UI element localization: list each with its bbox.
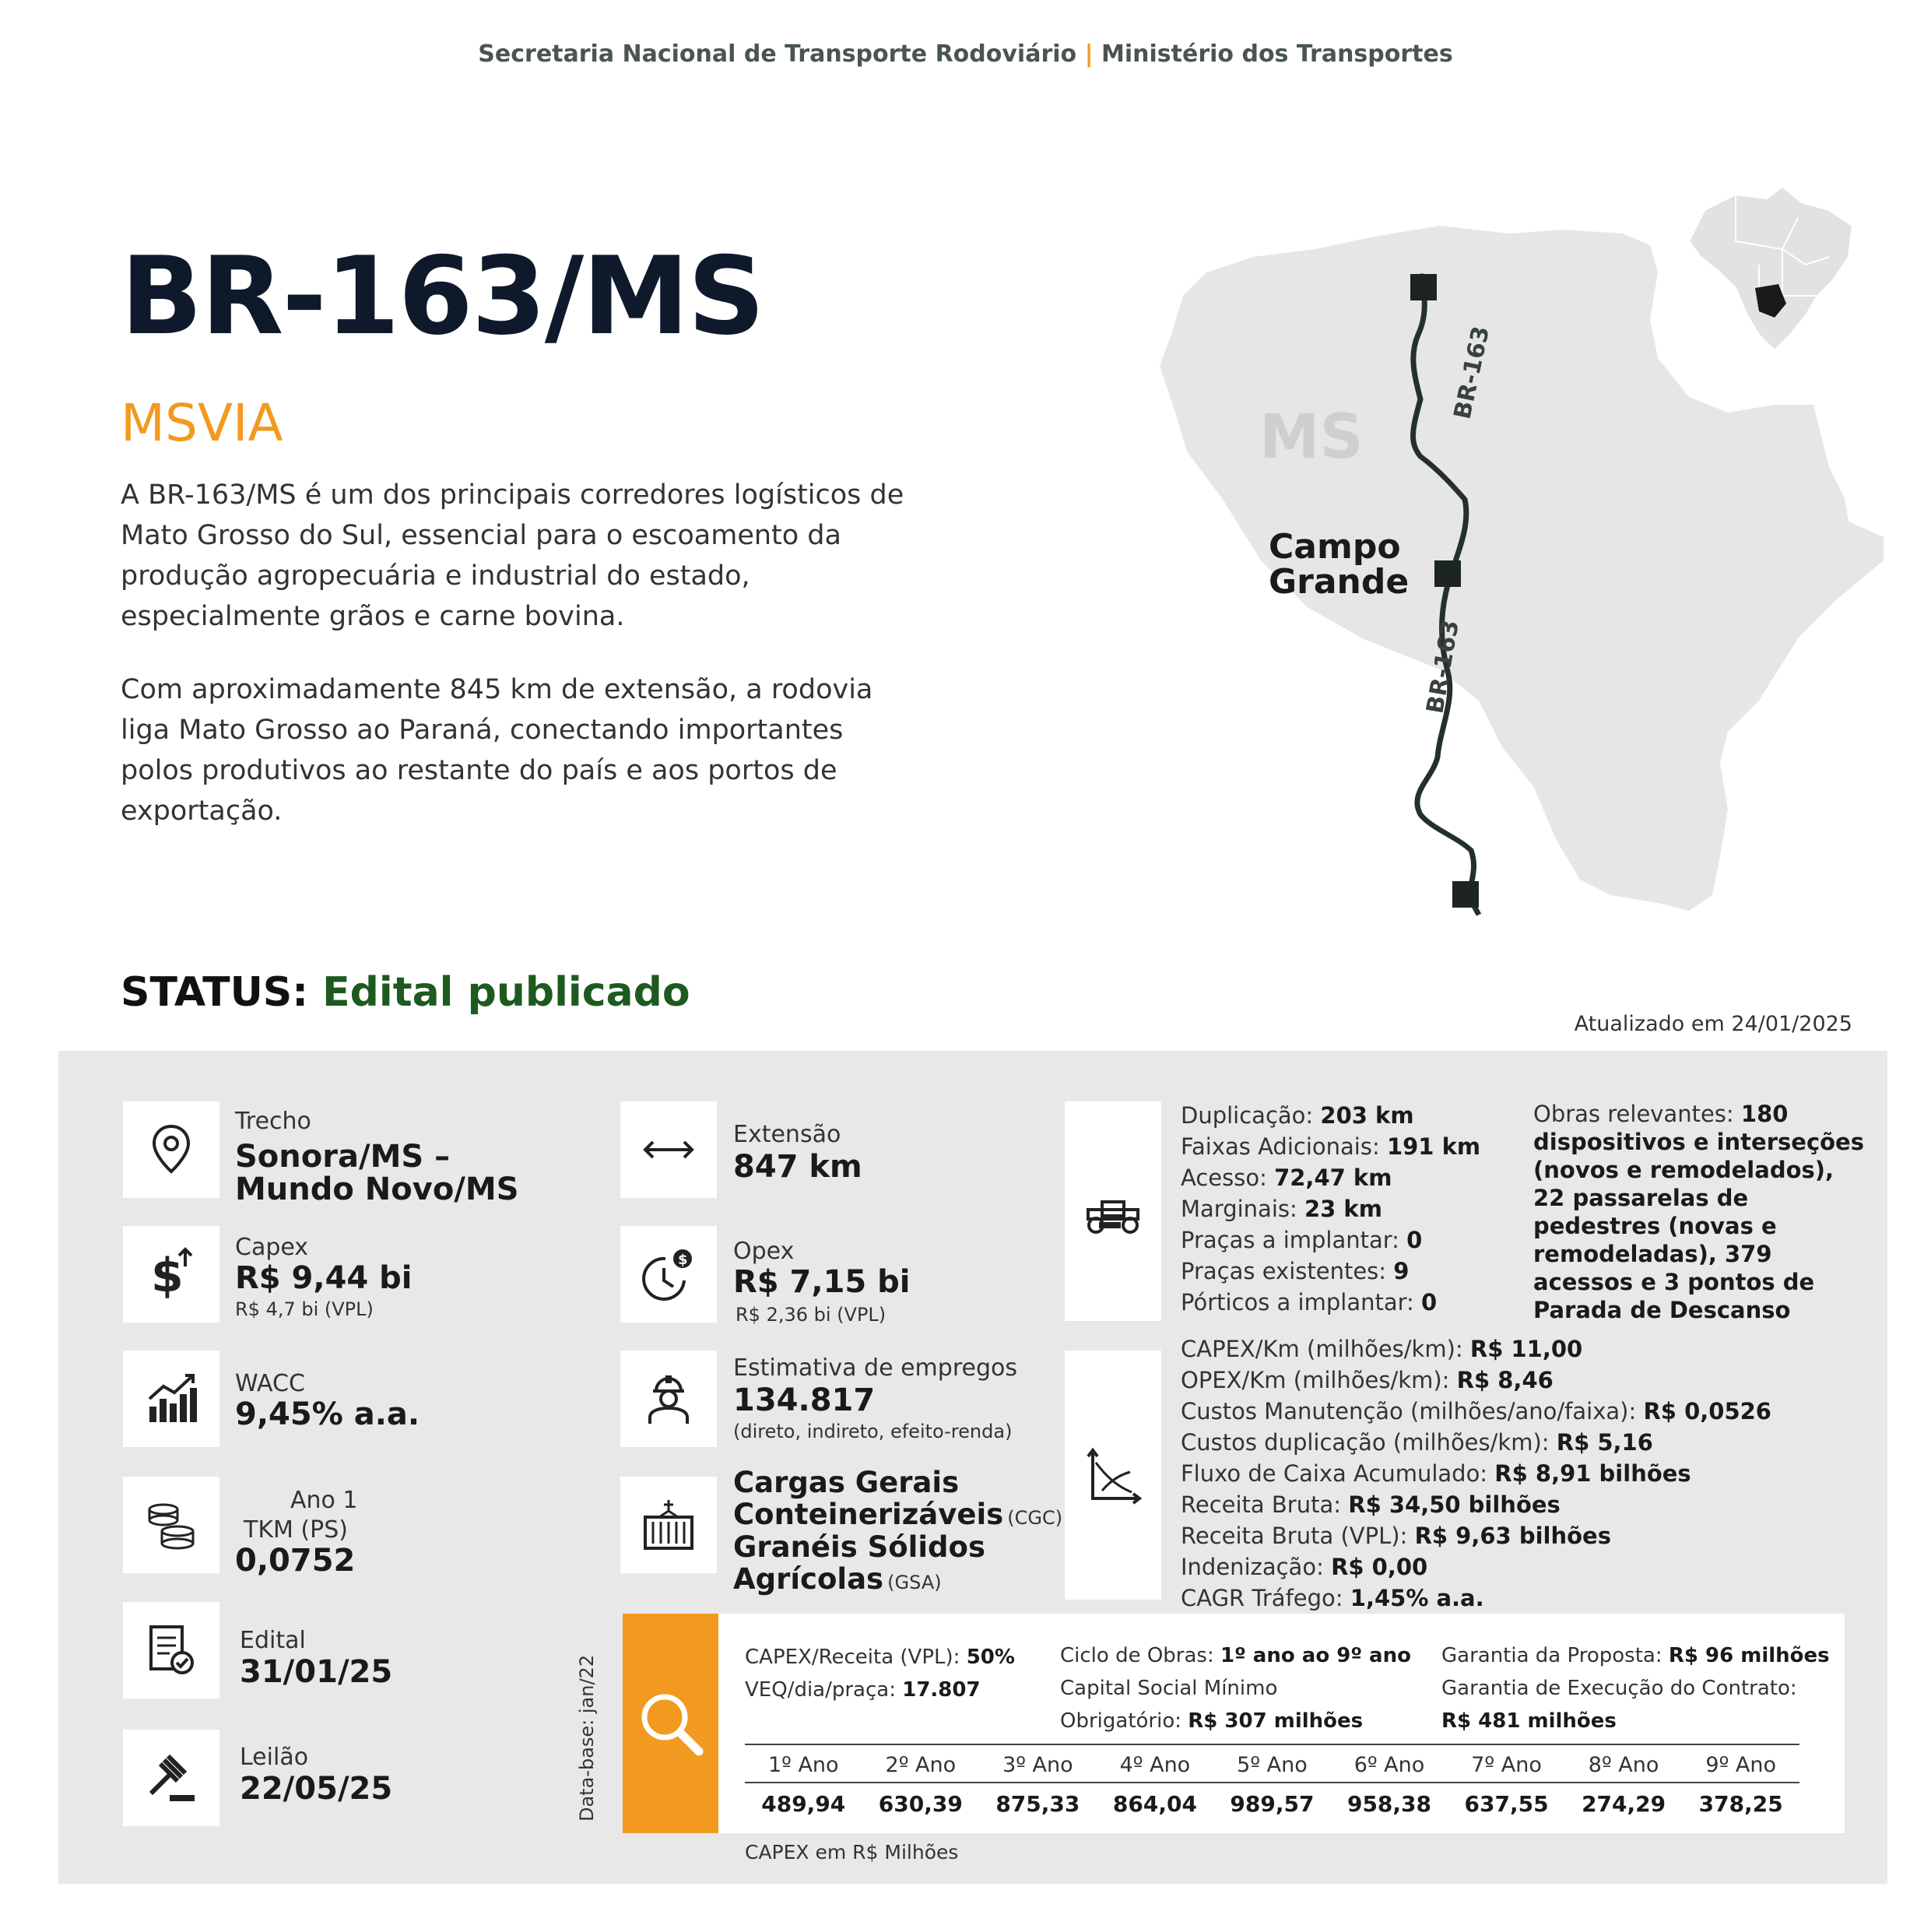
financial-item: OPEX/Km (milhões/km): R$ 8,46 [1181,1367,1554,1393]
tkm-year-label: Ano 1 [290,1487,358,1514]
svg-text:$: $ [678,1252,688,1268]
trecho-value-line2: Mundo Novo/MS [235,1171,519,1207]
capex-cell: 958,38 [1346,1791,1432,1817]
financial-item: CAPEX/Km (milhões/km): R$ 11,00 [1181,1336,1583,1362]
year-header: 4º Ano [1097,1744,1214,1783]
page-title: BR-163/MS [121,234,764,359]
intro-paragraph-2: Com aproximadamente 845 km de extensão, a rodovia liga Mato Grosso ao Paraná, conectando importantes polos produtivos ao restante do país e aos portos de exportação. [121,674,873,827]
brazil-inset-map [1681,179,1860,358]
year-header: 1º Ano [745,1744,862,1783]
capex-cell: 630,39 [878,1791,963,1817]
financial-item: Receita Bruta: R$ 34,50 bilhões [1181,1491,1561,1518]
cargas-line4-row [733,1563,942,1596]
summary-col3 [1441,1639,1830,1737]
financial-item: Custos duplicação (milhões/km): R$ 5,16 [1181,1429,1653,1456]
financial-item: Fluxo de Caixa Acumulado: R$ 8,91 bilhões [1181,1460,1691,1487]
obras-item: Acesso: 72,47 km [1181,1164,1392,1191]
capex-table-header [745,1744,1799,1783]
financial-item: Receita Bruta (VPL): R$ 9,63 bilhões [1181,1523,1611,1549]
worker-icon [620,1351,717,1447]
capex-cell: 378,25 [1698,1791,1783,1817]
extensao-value: 847 km [733,1149,862,1185]
road-roller-icon [1065,1101,1161,1321]
cargas-line2-row [733,1498,1062,1531]
wacc-value: 9,45% a.a. [235,1396,420,1432]
capex-table-row [745,1783,1799,1825]
obras-list [1181,1100,1480,1318]
garantia-execucao-label: Garantia de Execução do Contrato: [1441,1677,1797,1700]
capex-value: R$ 9,44 bi [235,1260,413,1296]
financial-item: Custos Manutenção (milhões/ano/faixa): R$ 0,0526 [1181,1398,1771,1424]
year-header: 3º Ano [979,1744,1097,1783]
obras-relevantes-label: Obras relevantes: [1533,1101,1734,1127]
decline-chart-icon [1065,1351,1161,1600]
veq-dia-praca: VEQ/dia/praça: 17.807 [745,1678,981,1702]
capex-cell: 637,55 [1464,1791,1549,1817]
cargas-tag-cgc: (CGC) [1007,1507,1063,1529]
obras-relevantes-value: 180 dispositivos e interseções (novos e remodelados), 22 passarelas de pedestres (novas e remodeladas), 379 acessos e 3 pontos de Parada de Descanso [1533,1101,1864,1323]
obras-item: Faixas Adicionais: 191 km [1181,1133,1481,1160]
cargas-line1: Cargas Gerais [733,1466,960,1499]
tkm-value: 0,0752 [235,1543,356,1579]
year-header: 7º Ano [1448,1744,1565,1783]
map-road-label-north: BR-163 [1448,323,1495,422]
document-check-icon [123,1602,219,1698]
intro-paragraph-1: A BR-163/MS é um dos principais corredores logísticos de Mato Grosso do Sul, essencial para o escoamento da produção agropecuária e industrial do estado, especialmente grãos e carne bovina. [121,479,904,632]
double-arrow-icon [620,1101,717,1198]
capex-cell: 274,29 [1582,1791,1666,1817]
edital-date: 31/01/25 [240,1654,393,1690]
garantia-execucao-value: R$ 481 milhões [1441,1709,1617,1733]
cargas-line3: Granéis Sólidos [733,1530,985,1564]
wacc-label: WACC [235,1370,305,1397]
map-city-label-line1: Campo [1269,527,1401,567]
clock-dollar-icon [620,1226,717,1323]
summary-col2 [1060,1639,1411,1737]
obras-item: Praças existentes: 9 [1181,1258,1410,1284]
extensao-label: Extensão [733,1121,841,1148]
year-header: 6º Ano [1331,1744,1448,1783]
obras-item: Praças a implantar: 0 [1181,1227,1423,1253]
opex-label: Opex [733,1238,795,1265]
svg-text:$: $ [151,1249,184,1303]
opex-vpl: R$ 2,36 bi (VPL) [736,1304,887,1326]
garantia-proposta: Garantia da Proposta: R$ 96 milhões [1441,1644,1830,1667]
capex-label: Capex [235,1234,309,1261]
financial-item: CAGR Tráfego: 1,45% a.a. [1181,1585,1484,1611]
ciclo-obras: Ciclo de Obras: 1º ano ao 9º ano [1060,1644,1411,1667]
cargas-tag-gsa: (GSA) [887,1572,942,1593]
capex-vpl: R$ 4,7 bi (VPL) [235,1298,374,1320]
opex-value: R$ 7,15 bi [733,1264,911,1300]
empregos-value: 134.817 [733,1382,876,1418]
empregos-note: (direto, indireto, efeito-renda) [733,1421,1013,1442]
cargas-line4: Agrícolas [733,1562,884,1596]
growth-chart-icon [123,1351,219,1447]
financial-item: Indenização: R$ 0,00 [1181,1554,1428,1580]
dollar-up-icon [123,1226,219,1323]
capex-units-note: CAPEX em R$ Milhões [745,1841,959,1864]
capex-schedule-table [745,1744,1799,1825]
capex-cell: 489,94 [761,1791,846,1817]
leilao-date: 22/05/25 [240,1771,393,1807]
year-header: 2º Ano [862,1744,980,1783]
status-line [121,969,690,1016]
trecho-label: Trecho [235,1108,311,1135]
obras-relevantes [1533,1100,1868,1324]
tkm-label: TKM (PS) [244,1516,348,1544]
container-crane-icon [620,1477,717,1573]
status-label: STATUS: [121,969,309,1016]
coins-icon [123,1477,219,1573]
year-header: 9º Ano [1682,1744,1799,1783]
gavel-icon [123,1730,219,1826]
map-city-label-line2: Grande [1269,562,1410,602]
leilao-label: Leilão [240,1744,309,1771]
status-value: Edital publicado [322,969,690,1016]
summary-col1 [745,1641,1015,1706]
obras-item: Pórticos a implantar: 0 [1181,1289,1438,1316]
obras-item: Marginais: 23 km [1181,1196,1382,1222]
header-ministerio: Ministério dos Transportes [1101,40,1453,68]
updated-date: Atualizado em 24/01/2025 [1574,1012,1852,1036]
header-separator: | [1084,40,1094,68]
page-header [0,40,1931,68]
location-icon [123,1101,219,1198]
map-state-label: MS [1259,402,1364,472]
data-base-label: Data-base: jan/22 [576,1654,598,1821]
capex-cell: 875,33 [995,1791,1080,1817]
capex-receita: CAPEX/Receita (VPL): 50% [745,1646,1015,1669]
magnifier-icon [623,1614,718,1833]
edital-label: Edital [240,1627,306,1654]
capex-cell: 989,57 [1230,1791,1315,1817]
obras-item: Duplicação: 203 km [1181,1102,1414,1129]
capex-cell: 864,04 [1112,1791,1197,1817]
empregos-label: Estimativa de empregos [733,1354,1017,1382]
capital-social: Obrigatório: R$ 307 milhões [1060,1709,1364,1733]
map-road-label-south: BR-163 [1421,618,1465,716]
cargas-line2: Conteinerizáveis [733,1498,1004,1531]
trecho-value-line1: Sonora/MS – [235,1139,451,1175]
capital-social-label: Capital Social Mínimo [1060,1677,1278,1700]
financial-list [1181,1333,1771,1614]
year-header: 8º Ano [1565,1744,1683,1783]
year-header: 5º Ano [1213,1744,1331,1783]
header-secretaria: Secretaria Nacional de Transporte Rodoviário [478,40,1077,68]
concession-name: MSVIA [121,393,283,453]
